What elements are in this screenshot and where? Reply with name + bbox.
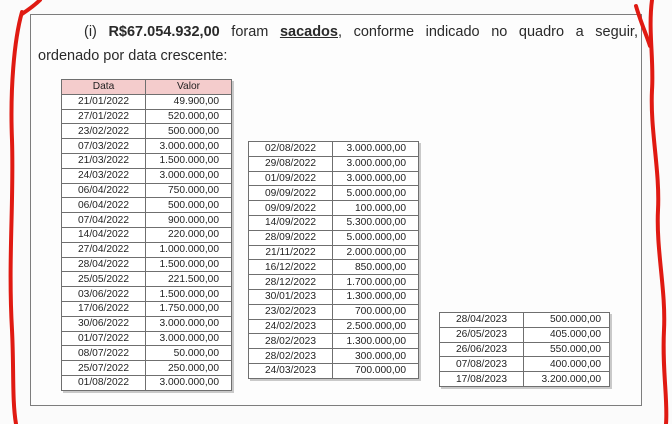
withdrawn-amount: R$67.054.932,00 [108, 24, 220, 40]
date-cell: 01/08/2022 [62, 375, 146, 390]
table-row [62, 361, 232, 376]
table-row [62, 331, 232, 346]
table-row [62, 213, 232, 228]
date-cell: 14/09/2022 [249, 215, 333, 230]
intro-line-2: ordenado por data crescente: [38, 48, 228, 64]
value-cell: 750.000,00 [146, 183, 232, 198]
value-cell: 1.300.000,00 [333, 334, 419, 349]
date-cell: 30/06/2022 [62, 316, 146, 331]
date-cell: 26/05/2023 [440, 327, 524, 342]
intro-line-1 [38, 20, 638, 44]
value-cell: 3.000.000,00 [146, 316, 232, 331]
date-cell: 28/09/2022 [249, 230, 333, 245]
table-row [62, 153, 232, 168]
value-cell: 50.000,00 [146, 346, 232, 361]
date-cell: 25/05/2022 [62, 272, 146, 287]
table-row [249, 304, 419, 319]
date-cell: 23/02/2023 [249, 304, 333, 319]
date-cell: 30/01/2023 [249, 289, 333, 304]
date-cell: 07/03/2022 [62, 139, 146, 154]
value-cell: 5.000.000,00 [333, 230, 419, 245]
table-row [62, 198, 232, 213]
date-cell: 09/09/2022 [249, 186, 333, 201]
item-prefix: (i) [84, 24, 109, 40]
table-row [62, 257, 232, 272]
date-cell: 28/04/2022 [62, 257, 146, 272]
value-cell: 3.000.000,00 [146, 168, 232, 183]
withdrawals-table-1 [61, 79, 232, 391]
withdrawals-table-2 [248, 141, 419, 379]
date-cell: 14/04/2022 [62, 227, 146, 242]
table-row [249, 156, 419, 171]
value-cell: 5.000.000,00 [333, 186, 419, 201]
table-row [440, 313, 610, 328]
value-cell: 5.300.000,00 [333, 215, 419, 230]
date-cell: 02/08/2022 [249, 142, 333, 157]
table-row [249, 230, 419, 245]
top-left-pen-stroke [22, 0, 40, 14]
table-row [249, 319, 419, 334]
date-cell: 25/07/2022 [62, 361, 146, 376]
table-row [249, 215, 419, 230]
table-row [249, 289, 419, 304]
table-row [62, 346, 232, 361]
value-cell: 850.000,00 [333, 260, 419, 275]
value-cell: 1.500.000,00 [146, 287, 232, 302]
date-cell: 28/12/2022 [249, 275, 333, 290]
table-row [440, 327, 610, 342]
header-date: Data [62, 80, 146, 95]
value-cell: 1.500.000,00 [146, 257, 232, 272]
value-cell: 500.000,00 [146, 124, 232, 139]
intro-middle-text: foram [219, 24, 280, 40]
table-row [62, 94, 232, 109]
value-cell: 220.000,00 [146, 227, 232, 242]
value-cell: 2.000.000,00 [333, 245, 419, 260]
table-row [62, 109, 232, 124]
date-cell: 17/08/2023 [440, 372, 524, 387]
table-row [62, 227, 232, 242]
table-row [249, 260, 419, 275]
value-cell: 400.000,00 [524, 357, 610, 372]
date-cell: 28/02/2023 [249, 334, 333, 349]
date-cell: 21/03/2022 [62, 153, 146, 168]
date-cell: 07/04/2022 [62, 213, 146, 228]
value-cell: 500.000,00 [146, 198, 232, 213]
value-cell: 700.000,00 [333, 304, 419, 319]
value-cell: 1.000.000,00 [146, 242, 232, 257]
date-cell: 01/07/2022 [62, 331, 146, 346]
date-cell: 24/02/2023 [249, 319, 333, 334]
value-cell: 250.000,00 [146, 361, 232, 376]
value-cell: 900.000,00 [146, 213, 232, 228]
date-cell: 01/09/2022 [249, 171, 333, 186]
date-cell: 27/01/2022 [62, 109, 146, 124]
left-pen-stroke [11, 12, 22, 424]
table-row [249, 186, 419, 201]
intro-paragraph [38, 20, 638, 68]
date-cell: 28/02/2023 [249, 349, 333, 364]
value-cell: 49.900,00 [146, 94, 232, 109]
table-row [62, 272, 232, 287]
table-row [62, 301, 232, 316]
keyword-sacados: sacados [279, 24, 338, 40]
table-row [62, 168, 232, 183]
table-row [249, 201, 419, 216]
table-row [249, 171, 419, 186]
table-header-row [62, 80, 232, 95]
table-row [249, 349, 419, 364]
date-cell: 06/04/2022 [62, 198, 146, 213]
value-cell: 1.700.000,00 [333, 275, 419, 290]
value-cell: 3.000.000,00 [333, 142, 419, 157]
date-cell: 17/06/2022 [62, 301, 146, 316]
value-cell: 405.000,00 [524, 327, 610, 342]
date-cell: 21/01/2022 [62, 94, 146, 109]
date-cell: 03/06/2022 [62, 287, 146, 302]
date-cell: 08/07/2022 [62, 346, 146, 361]
date-cell: 21/11/2022 [249, 245, 333, 260]
value-cell: 1.500.000,00 [146, 153, 232, 168]
value-cell: 100.000,00 [333, 201, 419, 216]
table-row [440, 372, 610, 387]
value-cell: 1.750.000,00 [146, 301, 232, 316]
date-cell: 24/03/2022 [62, 168, 146, 183]
table-row [62, 287, 232, 302]
value-cell: 500.000,00 [524, 313, 610, 328]
value-cell: 3.000.000,00 [146, 331, 232, 346]
value-cell: 300.000,00 [333, 349, 419, 364]
table-row [62, 124, 232, 139]
table-row [62, 242, 232, 257]
date-cell: 28/04/2023 [440, 313, 524, 328]
value-cell: 3.000.000,00 [146, 375, 232, 390]
value-cell: 520.000,00 [146, 109, 232, 124]
date-cell: 16/12/2022 [249, 260, 333, 275]
date-cell: 29/08/2022 [249, 156, 333, 171]
table-row [249, 245, 419, 260]
date-cell: 27/04/2022 [62, 242, 146, 257]
table-row [62, 139, 232, 154]
value-cell: 3.000.000,00 [333, 156, 419, 171]
table-row [440, 342, 610, 357]
table-row [249, 334, 419, 349]
value-cell: 3.000.000,00 [333, 171, 419, 186]
intro-suffix-text: , conforme indicado no quadro a seguir, [337, 24, 638, 40]
date-cell: 07/08/2023 [440, 357, 524, 372]
right-pen-stroke [651, 0, 667, 424]
value-cell: 3.200.000,00 [524, 372, 610, 387]
value-cell: 221.500,00 [146, 272, 232, 287]
date-cell: 09/09/2022 [249, 201, 333, 216]
header-value: Valor [146, 80, 232, 95]
date-cell: 23/02/2022 [62, 124, 146, 139]
withdrawals-table-3 [439, 312, 610, 387]
date-cell: 06/04/2022 [62, 183, 146, 198]
value-cell: 3.000.000,00 [146, 139, 232, 154]
date-cell: 24/03/2023 [249, 363, 333, 378]
value-cell: 1.300.000,00 [333, 289, 419, 304]
date-cell: 26/06/2023 [440, 342, 524, 357]
table-row [249, 142, 419, 157]
table-row [62, 375, 232, 390]
table-row [249, 275, 419, 290]
value-cell: 2.500.000,00 [333, 319, 419, 334]
table-row [62, 316, 232, 331]
table-row [440, 357, 610, 372]
table-row [62, 183, 232, 198]
value-cell: 700.000,00 [333, 363, 419, 378]
table-row [249, 363, 419, 378]
value-cell: 550.000,00 [524, 342, 610, 357]
